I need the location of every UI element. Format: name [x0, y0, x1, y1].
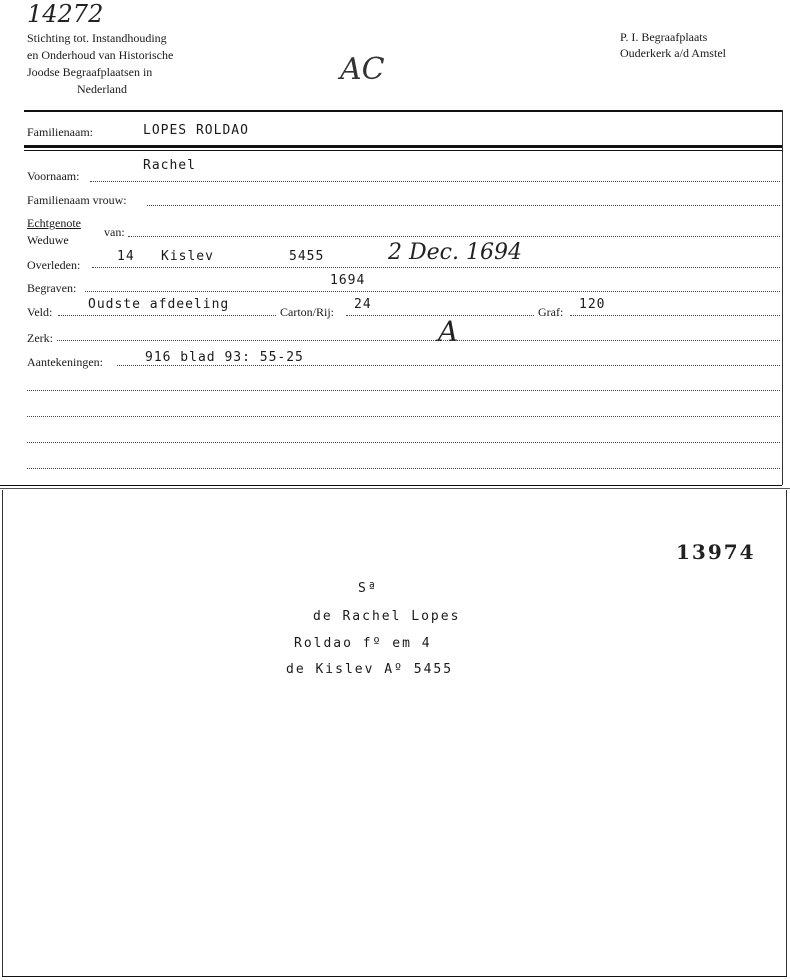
- double-rule-top: [24, 145, 782, 148]
- aantekeningen-label: Aantekeningen:: [27, 355, 103, 369]
- graf-value: 120: [579, 297, 606, 312]
- overleden-year: 5455: [289, 249, 325, 264]
- blank-line-3: [27, 442, 780, 443]
- familienaam-vrouw-label: Familienaam vrouw:: [27, 193, 127, 207]
- header-rule: [24, 110, 782, 112]
- stamp-number: 13974: [676, 540, 756, 564]
- graf-label: Graf:: [538, 305, 564, 319]
- blank-line-2: [27, 416, 780, 417]
- van-label: van:: [104, 225, 125, 239]
- graf-dotline: [570, 315, 780, 316]
- familienaam-value: LOPES ROLDAO: [143, 123, 249, 138]
- aantekeningen-value: 916 blad 93: 55-25: [145, 350, 304, 365]
- veld-value: Oudste afdeeling: [88, 297, 230, 312]
- voornaam-label: Voornaam:: [27, 169, 80, 183]
- overleden-month: Kislev: [161, 249, 214, 264]
- card-bottom-edge: [0, 485, 782, 486]
- blank-line-4: [27, 468, 780, 469]
- echtgenote-label: Echtgenote: [27, 216, 81, 230]
- cemetery-line-2: Ouderkerk a/d Amstel: [620, 46, 726, 60]
- veld-dotline: [58, 315, 276, 316]
- voornaam-value: Rachel: [143, 158, 196, 173]
- overleden-dotline: [92, 267, 780, 268]
- card-right-border: [782, 110, 783, 485]
- org-line-1: Stichting tot. Instandhouding: [27, 31, 167, 45]
- inscription-line-1: Sª: [358, 581, 378, 596]
- veld-label: Veld:: [27, 305, 53, 319]
- grave-inscription-sheet: [0, 490, 790, 980]
- aantekeningen-dotline: [117, 365, 780, 366]
- carton-label: Carton/Rij:: [280, 305, 334, 319]
- sheet-right-border: [786, 490, 787, 976]
- org-line-3: Joodse Begraafplaatsen in: [27, 65, 153, 79]
- org-line-4: Nederland: [77, 82, 127, 96]
- overleden-handwritten-date: 2 Dec. 1694: [388, 240, 522, 265]
- overleden-day: 14: [117, 249, 135, 264]
- handwritten-card-number: 14272: [27, 0, 104, 28]
- card-bottom-edge-2: [0, 488, 790, 489]
- begraven-dotline: [85, 291, 780, 292]
- van-dotline: [128, 236, 780, 237]
- inscription-line-3: Roldao fº em 4: [294, 636, 432, 651]
- begraven-label: Begraven:: [27, 281, 77, 295]
- zerk-handwritten: A: [438, 315, 459, 348]
- begraven-value: 1694: [330, 273, 366, 288]
- zerk-dotline: [57, 340, 780, 341]
- familienaam-label: Familienaam:: [27, 125, 93, 139]
- org-line-2: en Onderhoud van Historische: [27, 48, 174, 62]
- voornaam-dotline: [90, 181, 780, 182]
- blank-line-1: [27, 390, 780, 391]
- inscription-line-2: de Rachel Lopes: [313, 609, 461, 624]
- inscription-line-4: de Kislev Aº 5455: [286, 662, 454, 677]
- handwritten-initials: AC: [340, 52, 385, 87]
- familienaam-vrouw-dotline: [147, 205, 780, 206]
- sheet-left-border: [2, 490, 3, 976]
- carton-value: 24: [354, 297, 372, 312]
- sheet-bottom-edge: [2, 976, 787, 977]
- double-rule-bottom: [24, 150, 782, 151]
- weduwe-label: Weduwe: [27, 233, 69, 247]
- overleden-label: Overleden:: [27, 258, 81, 272]
- zerk-label: Zerk:: [27, 331, 53, 345]
- cemetery-line-1: P. I. Begraafplaats: [620, 30, 708, 44]
